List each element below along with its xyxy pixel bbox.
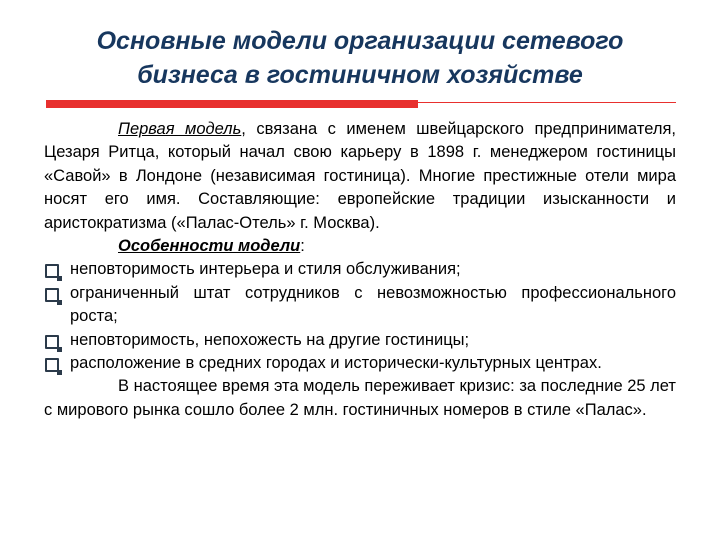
list-item xyxy=(44,329,676,352)
features-list xyxy=(44,258,676,375)
list-item-text: ограниченный штат сотрудников с невозможностью профессионального роста; xyxy=(70,283,676,326)
list-item-text: неповторимость интерьера и стиля обслуживания; xyxy=(70,260,461,279)
slide-title xyxy=(40,24,680,92)
slide-title-line-2: бизнеса в гостиничном хозяйстве xyxy=(137,61,583,89)
checkbox-bullet-icon xyxy=(45,264,59,278)
list-item-text: расположение в средних городах и исторически-культурных центрах. xyxy=(70,354,602,373)
intro-lead: Первая модель xyxy=(118,120,242,138)
list-item xyxy=(44,258,676,281)
checkbox-bullet-icon xyxy=(45,358,59,372)
checkbox-bullet-icon xyxy=(45,288,59,302)
slide-title-line-1: Основные модели организации сетевого xyxy=(96,27,624,55)
list-item xyxy=(44,282,676,329)
intro-text: , связана с именем швейцарского предпринимателя, Цезаря Ритца, который начал свою карьеру в 1898 г. менеджером гостиницы «Савой» в Лондоне (независимая гостиница). Многие престижные отели мира носят его имя. Составляющие: европейские традиции изысканности и аристократизма («Палас-Отель» г. Москва). xyxy=(44,120,676,232)
features-heading-suffix: : xyxy=(300,237,305,256)
conclusion-paragraph: В настоящее время эта модель переживает кризис: за последние 25 лет с мирового рынка сошло более 2 млн. гостиничных номеров в стиле «Палас». xyxy=(44,377,676,419)
list-item-text: неповторимость, непохожесть на другие гостиницы; xyxy=(70,330,470,349)
intro-paragraph xyxy=(44,118,676,235)
slide-body xyxy=(44,118,676,422)
title-divider-thick xyxy=(46,100,418,108)
checkbox-bullet-icon xyxy=(45,335,59,349)
features-heading-line xyxy=(44,235,676,258)
list-item xyxy=(44,352,676,375)
features-heading: Особенности модели xyxy=(118,237,301,256)
